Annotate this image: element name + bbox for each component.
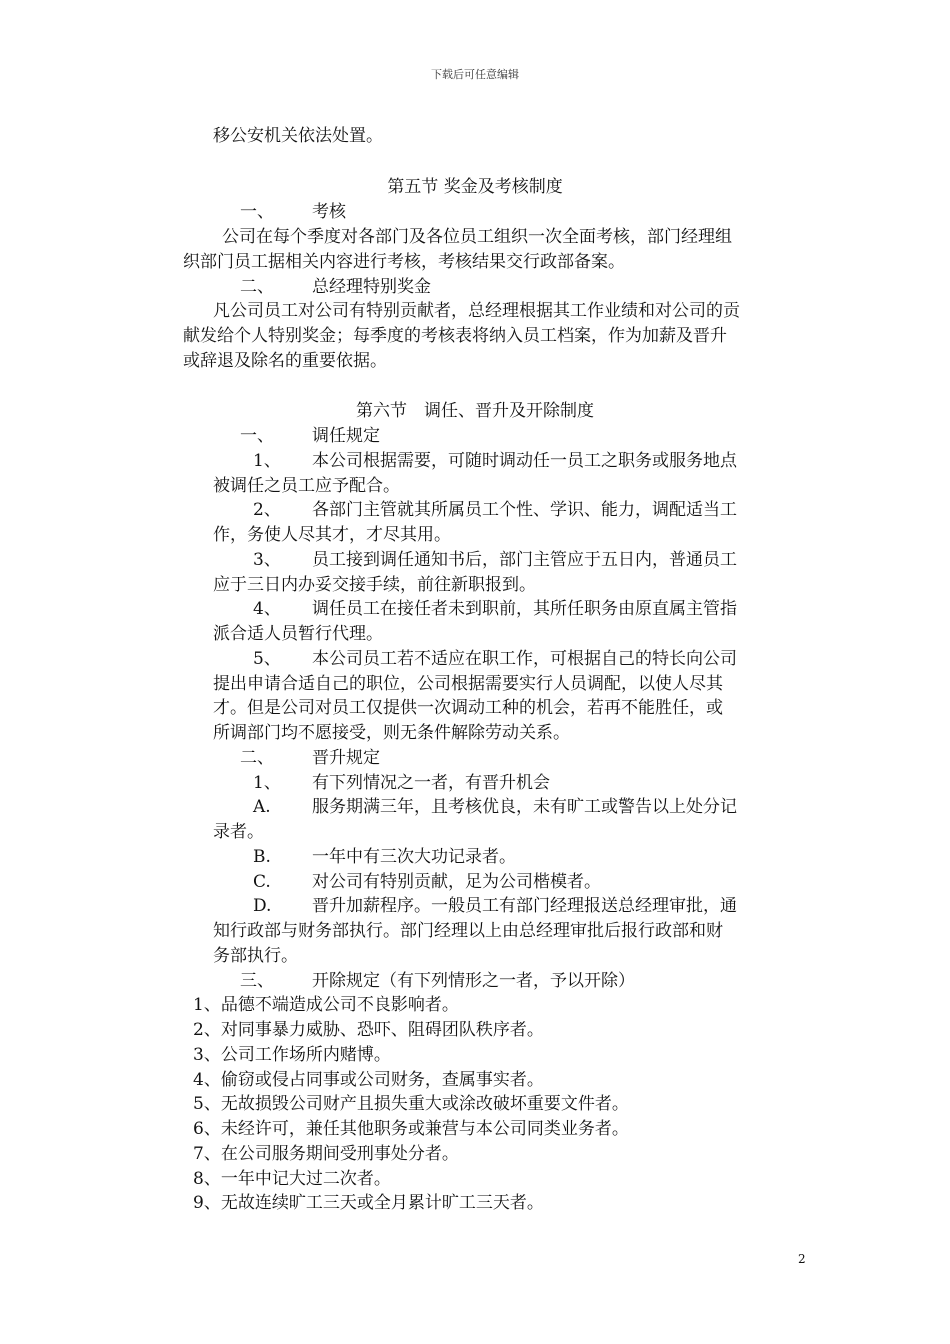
body-line: 献发给个人特别奖金；每季度的考核表将纳入员工档案，作为加薪及晋升 <box>183 326 727 346</box>
list-item: 1、品德不端造成公司不良影响者。 <box>193 995 459 1015</box>
page-number: 2 <box>798 1252 806 1266</box>
item-marker: 3、 <box>253 550 281 570</box>
subsection-title: 调任规定 <box>312 426 380 446</box>
body-line: 录者。 <box>213 822 264 842</box>
item-marker: 二、 <box>240 277 274 297</box>
list-item: 4、偷窃或侵占同事或公司财务，查属事实者。 <box>193 1070 544 1090</box>
body-line: 知行政部与财务部执行。部门经理以上由总经理审批后报行政部和财 <box>213 921 723 941</box>
body-line: 本公司员工若不适应在职工作，可根据自己的特长向公司 <box>312 649 737 669</box>
body-line: 织部门员工据相关内容进行考核，考核结果交行政部备案。 <box>183 252 625 272</box>
body-line: 有下列情况之一者，有晋升机会 <box>312 773 550 793</box>
item-marker: 一、 <box>240 426 274 446</box>
subsection-title: 考核 <box>312 202 346 222</box>
item-marker: 1、 <box>253 451 281 471</box>
list-item: 3、公司工作场所内赌博。 <box>193 1045 391 1065</box>
item-marker: C. <box>253 872 271 892</box>
body-line: 调任员工在接任者未到职前，其所任职务由原直属主管指 <box>312 599 737 619</box>
item-marker: 三、 <box>240 971 274 991</box>
body-line: 一年中有三次大功记录者。 <box>312 847 516 867</box>
body-line: 作，务使人尽其才，才尽其用。 <box>213 525 451 545</box>
body-line: 员工接到调任通知书后，部门主管应于五日内，普通员工 <box>312 550 737 570</box>
item-marker: 4、 <box>253 599 281 619</box>
body-line: 被调任之员工应予配合。 <box>213 476 400 496</box>
item-marker: 二、 <box>240 748 274 768</box>
body-line: 凡公司员工对公司有特别贡献者，总经理根据其工作业绩和对公司的贡 <box>213 301 740 321</box>
item-marker: 一、 <box>240 202 274 222</box>
list-item: 8、一年中记大过二次者。 <box>193 1169 391 1189</box>
list-item: 7、在公司服务期间受刑事处分者。 <box>193 1144 459 1164</box>
body-line: 务部执行。 <box>213 946 298 966</box>
body-line: 各部门主管就其所属员工个性、学识、能力，调配适当工 <box>312 500 737 520</box>
body-line: 或辞退及除名的重要依据。 <box>183 351 387 371</box>
subsection-title: 晋升规定 <box>312 748 380 768</box>
body-line: 移公安机关依法处置。 <box>213 126 383 146</box>
list-item: 5、无故损毁公司财产且损失重大或涂改破坏重要文件者。 <box>193 1094 629 1114</box>
section-heading: 第五节 奖金及考核制度 <box>387 177 563 197</box>
body-line: 晋升加薪程序。一般员工有部门经理报送总经理审批，通 <box>312 896 737 916</box>
list-item: 2、对同事暴力威胁、恐吓、阻碍团队秩序者。 <box>193 1020 544 1040</box>
body-line: 应于三日内办妥交接手续，前往新职报到。 <box>213 575 536 595</box>
body-line: 本公司根据需要，可随时调动任一员工之职务或服务地点 <box>312 451 737 471</box>
body-line: 提出申请合适自己的职位，公司根据需要实行人员调配，以使人尽其 <box>213 674 723 694</box>
body-line: 派合适人员暂行代理。 <box>213 624 383 644</box>
item-marker: D. <box>253 896 272 916</box>
list-item: 6、未经许可，兼任其他职务或兼营与本公司同类业务者。 <box>193 1119 629 1139</box>
item-marker: 1、 <box>253 773 281 793</box>
body-line: 服务期满三年，且考核优良，未有旷工或警告以上处分记 <box>312 797 737 817</box>
body-line: 所调部门均不愿接受，则无条件解除劳动关系。 <box>213 723 570 743</box>
subsection-title: 开除规定（有下列情形之一者，予以开除） <box>312 971 635 991</box>
item-marker: A. <box>253 797 271 817</box>
item-marker: 2、 <box>253 500 281 520</box>
item-marker: 5、 <box>253 649 281 669</box>
item-marker: B. <box>253 847 271 867</box>
body-line: 才。但是公司对员工仅提供一次调动工种的机会，若再不能胜任，或 <box>213 698 723 718</box>
page-header: 下载后可任意编辑 <box>431 68 519 81</box>
section-heading: 第六节 调任、晋升及开除制度 <box>356 401 594 421</box>
subsection-title: 总经理特别奖金 <box>312 277 431 297</box>
list-item: 9、无故连续旷工三天或全月累计旷工三天者。 <box>193 1193 544 1213</box>
body-line: 对公司有特别贡献，足为公司楷模者。 <box>312 872 601 892</box>
body-line: 公司在每个季度对各部门及各位员工组织一次全面考核，部门经理组 <box>222 227 732 247</box>
